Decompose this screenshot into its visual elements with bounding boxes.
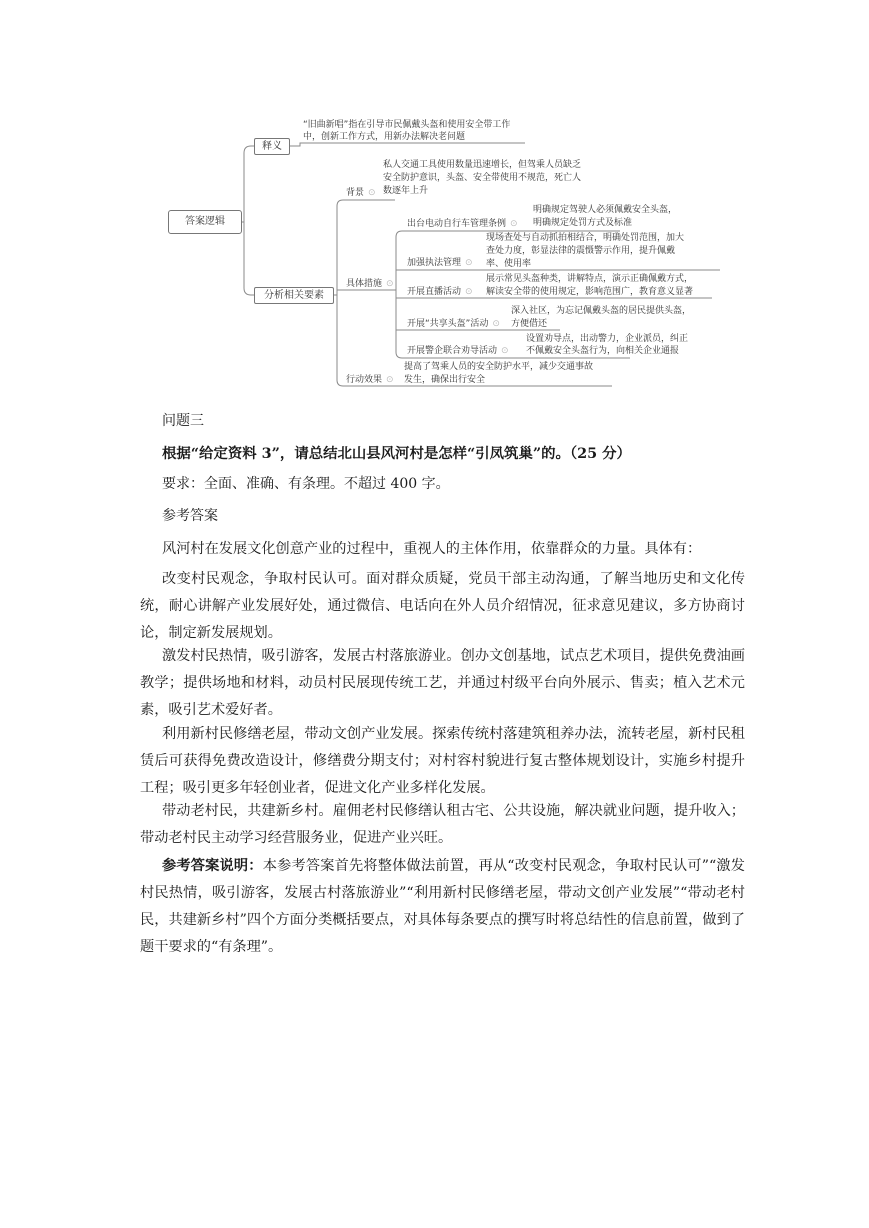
measure-4-text-line-1: 深入社区，为忘记佩戴头盔的居民提供头盔，: [511, 306, 692, 316]
branch-definition-node: 释义: [254, 138, 290, 155]
answer-logic-mindmap: [0, 0, 869, 400]
background-label: 背景 ⊙: [346, 188, 376, 198]
background-text-line-1: 私人交通工具使用数量迅速增长，但驾乘人员缺乏: [383, 160, 582, 170]
answer-paragraph-3: 激发村民热情，吸引游客，发展古村落旅游业。创办文创基地，试点艺术项目，提供免费油画教学；提供场地和材料，动员村民展现传统工艺，并通过村级平台向外展示、售卖；植入艺术元素，吸引艺术爱好者。: [140, 648, 745, 718]
effect-text-line-2: 发生，确保出行安全: [404, 375, 486, 385]
measure-2-text-line-3: 率、使用率: [486, 259, 532, 269]
measure-4-label: 开展“共享头盔”活动 ⊙: [407, 319, 500, 329]
requirement-text: 要求：全面、准确、有条理。不超过 400 字。: [162, 476, 450, 492]
definition-text-line-1: “旧曲新唱”指在引导市民佩戴头盔和使用安全带工作: [303, 120, 511, 130]
answer-note-text: 本参考答案首先将整体做法前置，再从“改变村民观念，争取村民认可”“激发村民热情，吸引游客，发展古村落旅游业”“利用新村民修缮老屋，带动文创产业发展”“带动老村民，共建新乡村”四个方面分类概括要点，对具体每条要点的撰写时将总结性的信息前置，做到了题干要求的“有条理”。: [140, 858, 745, 955]
answer-paragraph-4: 利用新村民修缮老屋，带动文创产业发展。探索传统村落建筑租养办法，流转老屋，新村民租赁后可获得免费改造设计，修缮费分期支付；对村容村貌进行复古整体规划设计，实施乡村提升工程；吸引更多年轻创业者，促进文化产业多样化发展。: [140, 726, 745, 796]
measure-5-text-line-2: 不佩戴安全头盔行为，向相关企业通报: [526, 346, 680, 356]
definition-text-line-2: 中，创新工作方式，用新办法解决老问题: [303, 132, 466, 142]
effect-label: 行动效果 ⊙: [346, 375, 394, 385]
measure-5-label: 开展警企联合劝导活动 ⊙: [407, 346, 509, 356]
measure-1-label: 出台电动自行车管理条例 ⊙: [407, 219, 518, 229]
answer-paragraph-2: 改变村民观念，争取村民认可。面对群众质疑，党员干部主动沟通，了解当地历史和文化传统，耐心讲解产业发展好处，通过微信、电话向在外人员介绍情况，征求意见建议，多方协商讨论，制定新发展规划。: [140, 571, 745, 641]
measure-3-label: 开展直播活动 ⊙: [407, 287, 473, 297]
answer-note-paragraph: [140, 853, 745, 961]
mindmap-root-node: 答案逻辑: [168, 210, 242, 234]
measure-2-label: 加强执法管理 ⊙: [407, 258, 473, 268]
measure-2-text-line-1: 现场查处与自动抓拍相结合，明确处罚范围，加大: [486, 233, 685, 243]
effect-text-line-1: 提高了驾乘人员的安全防护水平，减少交通事故: [404, 362, 594, 372]
answer-paragraph-5: 带动老村民，共建新乡村。雇佣老村民修缮认租古宅、公共设施，解决就业问题，提升收入；带动老村民主动学习经营服务业，促进产业兴旺。: [140, 803, 745, 846]
measure-5-text-line-1: 设置劝导点，出动警力，企业派员，纠正: [526, 334, 689, 344]
measure-4-text-line-2: 方便借还: [511, 319, 548, 329]
question-heading: 问题三: [162, 413, 204, 429]
reference-answer-heading: 参考答案: [162, 508, 218, 524]
branch-analysis-node: 分析相关要素: [254, 287, 334, 304]
measure-2-text-line-2: 查处力度，彰显法律的震慑警示作用，提升佩戴: [486, 246, 676, 256]
answer-paragraph-1: 风河村在发展文化创意产业的过程中，重视人的主体作用，依靠群众的力量。具体有：: [162, 541, 702, 557]
measure-1-text-line-1: 明确规定驾驶人必须佩戴安全头盔，: [533, 205, 678, 215]
measure-1-text-line-2: 明确规定处罚方式及标准: [533, 218, 633, 228]
measure-3-text-line-1: 展示常见头盔种类，讲解特点，演示正确佩戴方式，: [486, 274, 694, 284]
answer-note-label: 参考答案说明：: [162, 858, 263, 874]
mindmap-connectors: [0, 0, 869, 400]
question-text: 根据“给定资料 3”，请总结北山县风河村是怎样“引凤筑巢”的。（25 分）: [162, 445, 631, 462]
measure-3-text-line-2: 解读安全带的使用规定，影响范围广，教育意义显著: [486, 287, 694, 297]
measures-label: 具体措施 ⊙: [346, 279, 394, 289]
background-text-line-2: 安全防护意识，头盔、安全带使用不规范，死亡人: [383, 173, 582, 183]
background-text-line-3: 数逐年上升: [383, 186, 429, 196]
